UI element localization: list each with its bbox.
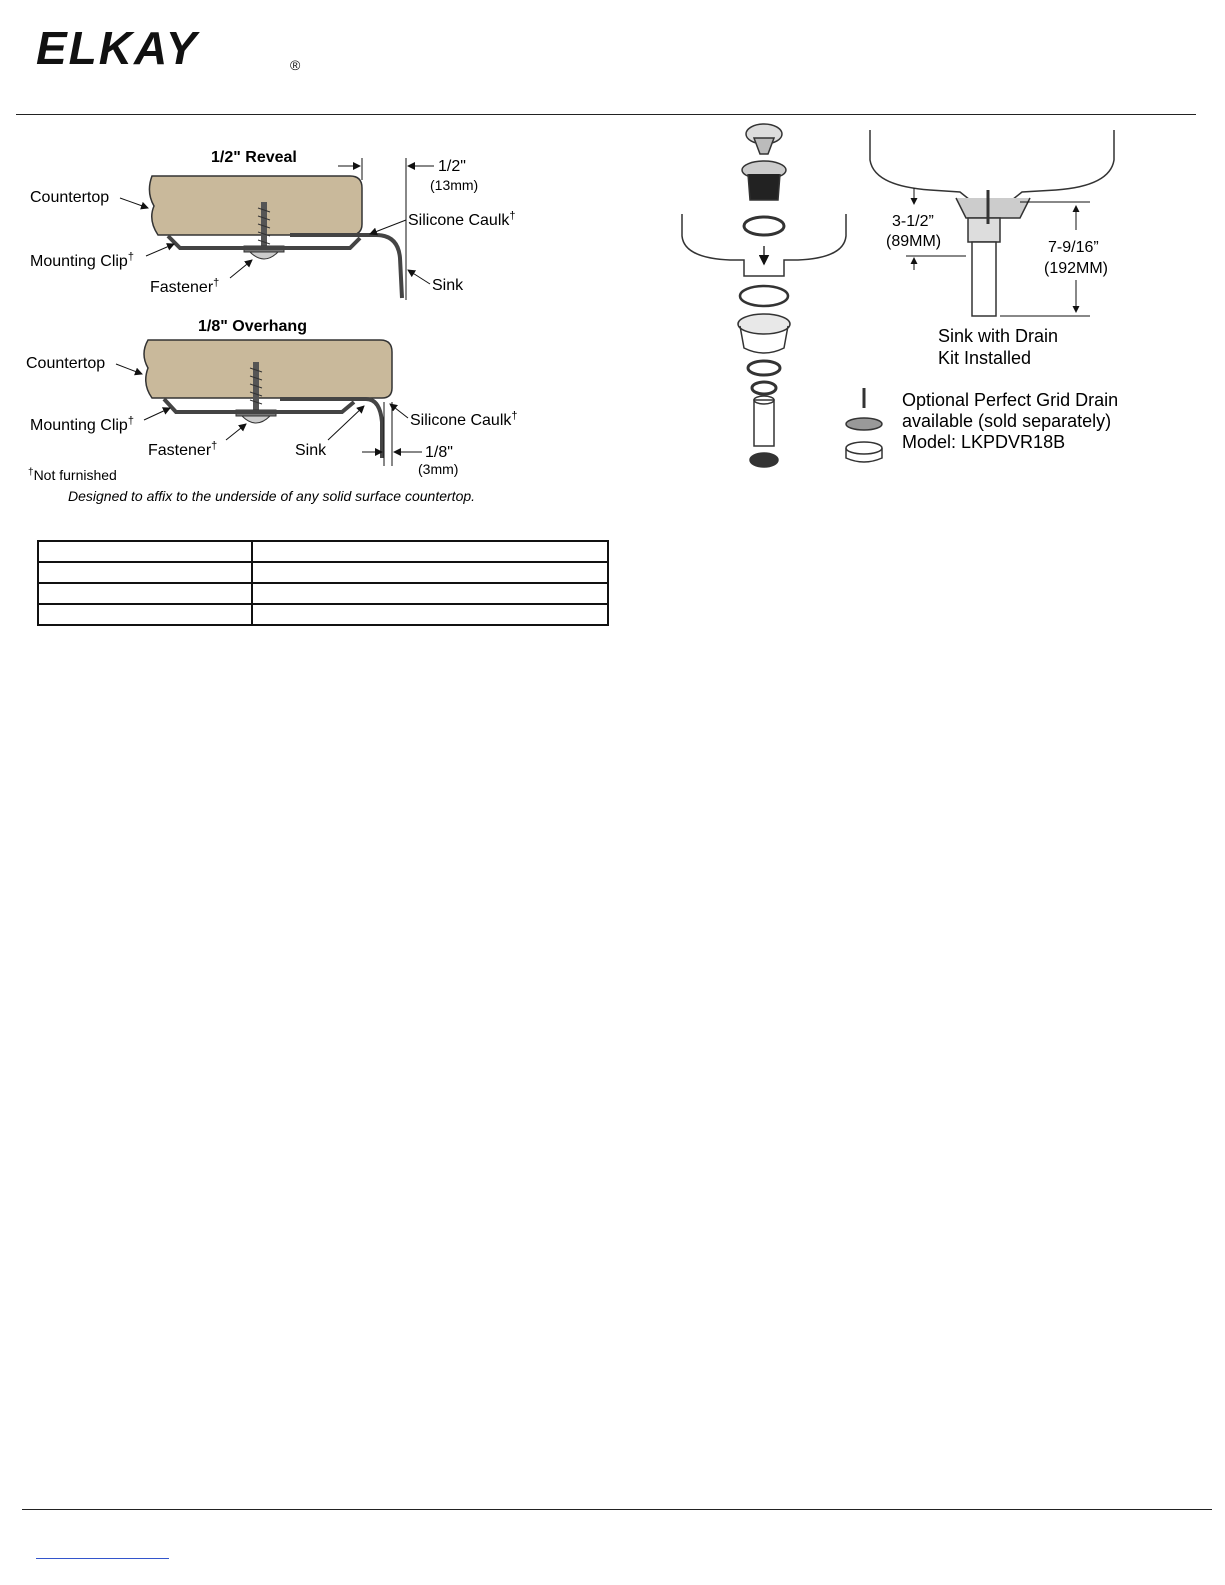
diagram-label: Silicone Caulk [410,412,512,429]
overhang-countertop-shape [144,340,392,398]
drain-depth-1: 3-1/2” [892,213,934,230]
installed-caption-line1: Sink with Drain [938,326,1059,346]
table-cell [38,541,252,562]
diagram-label: † [28,467,34,478]
table-cell [252,583,608,604]
diagram-label: Mounting Clip [30,417,128,434]
drain-diagrams [670,120,1150,480]
registered-mark: ® [290,57,301,73]
reveal-countertop-label [30,189,109,206]
diagram-label: † [511,410,518,422]
table-cell [252,604,608,625]
countertop-note: Designed to affix to the underside of any solid surface countertop. [68,488,476,504]
diagram-label: Countertop [30,189,110,206]
reveal-dimension: 1/2" [438,158,466,175]
reveal-caulk-label [408,210,516,229]
diagram-label: Countertop [26,355,106,372]
optional-line2: available (sold separately) [902,411,1112,431]
diagram-label: † [127,251,134,263]
diagram-label: † [509,210,516,222]
table-cell [38,604,252,625]
exploded-drain-parts [682,124,846,467]
diagram-label: † [213,277,220,289]
overhang-caulk-label [410,410,518,429]
elkay-logo [36,26,316,74]
table-cell [38,583,252,604]
overhang-countertop-label [26,355,105,372]
diagram-label: Fastener [148,442,212,459]
perfect-grid-drain-parts [846,388,882,462]
table-row [38,562,608,583]
header-rule [16,114,1196,115]
drain-depth-2: 7-9/16” [1048,239,1099,256]
diagram-label: Silicone Caulk [408,212,510,229]
table-row [38,583,608,604]
table-cell [38,562,252,583]
overhang-dimension: 1/8" [425,444,453,461]
reveal-fastener-label [150,277,219,296]
footer-rule [22,1509,1212,1510]
drain-depth-2-metric: (192MM) [1044,260,1109,277]
drain-depth-1-metric: (89MM) [886,233,942,250]
overhang-sink-label: Sink [295,442,327,459]
optional-line3: Model: LKPDVR18B [902,432,1066,452]
diagram-label: Not furnished [33,467,117,483]
overhang-clip-label [30,415,134,434]
diagram-label: Fastener [150,279,214,296]
overhang-fastener-label [148,440,217,459]
diagram-label: Mounting Clip [30,253,128,270]
table-row [38,541,608,562]
reveal-title: 1/2" Reveal [211,149,297,166]
logo-text: ELKAY [36,26,199,74]
reveal-sink-flange [290,235,402,298]
optional-line1: Optional Perfect Grid Drain [902,390,1119,410]
table-row [38,604,608,625]
table-cell [252,562,608,583]
diagram-label: † [211,440,218,452]
overhang-title: 1/8" Overhang [198,318,307,335]
footer-link[interactable] [36,1558,169,1559]
reveal-clip-label [30,251,134,270]
table-cell [252,541,608,562]
reveal-dimension-metric: (13mm) [430,177,479,193]
diagram-label: † [127,415,134,427]
reveal-sink-label: Sink [432,277,464,294]
mounting-diagrams [20,140,600,515]
spec-table [37,540,609,626]
installed-caption-line2: Kit Installed [938,348,1032,368]
reveal-countertop-shape [149,176,362,235]
not-furnished-note [28,467,117,483]
overhang-dimension-metric: (3mm) [418,461,459,477]
